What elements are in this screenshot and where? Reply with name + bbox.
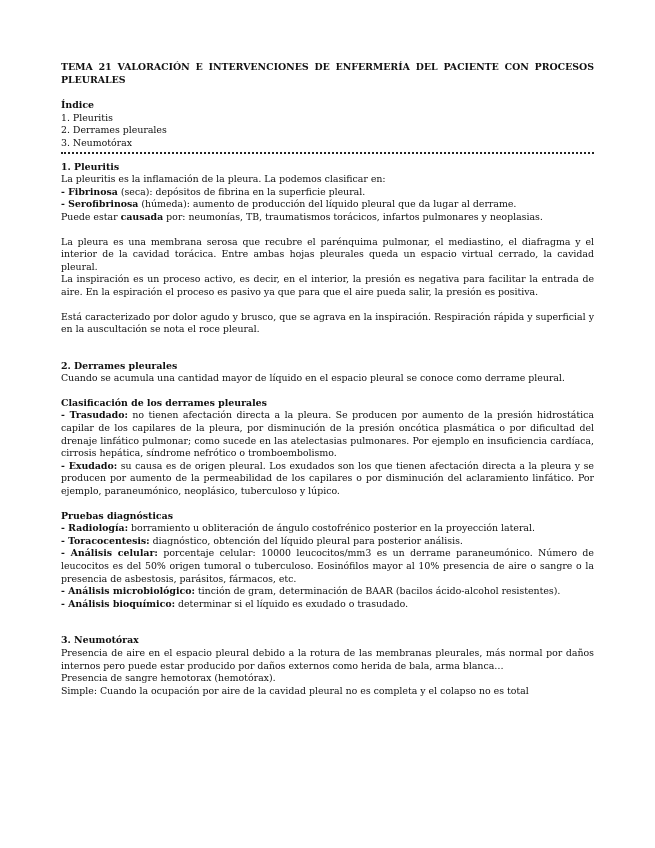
- section-heading-pleuritis: 1. Pleuritis: [61, 161, 120, 173]
- term: - Análisis bioquímico:: [61, 598, 176, 610]
- index-item: 3. Neumotórax: [61, 137, 133, 149]
- term-text: (seca): depósitos de fibrina en la superficie pleural.: [117, 186, 366, 198]
- term: - Radiología:: [61, 523, 129, 535]
- paragraph: La inspiración es un proceso activo, es decir, en el interior, la presión es negativa para facilitar la entrada de aire. En la espiración el proceso es pasivo ya que para que el aire pueda salir, la presión es positiva.: [61, 274, 594, 298]
- paragraph: Está caracterizado por dolor agudo y brusco, que se agrava en la inspiración. Respiración rápida y superficial y en la auscultación se nota el roce pleural.: [61, 311, 594, 336]
- index-heading: Índice: [61, 100, 94, 112]
- list-item: [61, 410, 594, 460]
- subheading-pruebas: Pruebas diagnósticas: [61, 510, 173, 522]
- list-item: [61, 599, 594, 612]
- index-item: 2. Derrames pleurales: [61, 125, 167, 137]
- term: - Serofibrinosa: [61, 199, 139, 211]
- term: - Exudado:: [61, 460, 118, 472]
- term: - Análisis celular:: [61, 548, 158, 560]
- list-item: [61, 548, 594, 586]
- term: - Análisis microbiológico:: [61, 586, 195, 598]
- list-item: [61, 461, 594, 499]
- list-item: [61, 199, 594, 212]
- paragraph: Simple: Cuando la ocupación por aire de la cavidad pleural no es completa y el colapso no es total: [61, 685, 529, 697]
- paragraph: Presencia de aire en el espacio pleural debido a la rotura de las membranas pleurales, más normal por daños internos pero puede estar producido por daños externos como herida de bala, arma blanca…: [61, 647, 594, 672]
- term-text: tinción de gram, determinación de BAAR (bacilos ácido-alcohol resistentes).: [194, 586, 561, 598]
- list-item: [61, 523, 594, 536]
- document-title: TEMA 21 VALORACIÓN E INTERVENCIONES DE ENFERMERÍA DEL PACIENTE CON PROCESOS PLEURALES: [61, 62, 594, 86]
- index-item: 1. Pleuritis: [61, 112, 113, 124]
- list-item: [61, 586, 594, 599]
- term-text: porcentaje celular: 10000 leucocitos/mm3 es un derrame paraneumónico. Número de leucocitos es del 50% origen tumoral o tuberculoso. Eosinófilos mayor al 10% presencia de aire o sangre o la presencia de asbestosis, parásitos, fármacos, etc.: [61, 548, 594, 585]
- term: causada: [120, 211, 164, 223]
- term-text: no tienen afectación directa a la pleura. Se producen por aumento de la presión hidrostática capilar de los capilares de la pleura, por disminución de la presión oncótica plasmática o por dificultad del drenaje linfático pulmonar; como sucede en las atelectasias pulmonares. Por ejemplo en insuficiencia cardíaca, cirrosis hepática, síndrome nefrótico o tromboembolismo.: [61, 410, 594, 460]
- subheading-clasificacion: Clasificación de los derrames pleurales: [61, 397, 267, 409]
- term-text: (húmeda): aumento de producción del líquido pleural que da lugar al derrame.: [138, 199, 517, 211]
- term-text: su causa es de origen pleural. Los exudados son los que tienen afectación directa a la pleura y se producen por aumento de la permeabilidad de los capilares o por disminución del aclaramiento linfático. Por ejemplo, paraneumónico, neoplásico, tuberculoso y lúpico.: [61, 460, 594, 498]
- term-text: determinar si el líquido es exudado o trasudado.: [175, 598, 409, 610]
- paragraph: Presencia de sangre hemotorax (hemotórax).: [61, 673, 276, 685]
- term-text: diagnóstico, obtención del líquido pleural para posterior análisis.: [149, 535, 463, 547]
- list-item: [61, 536, 594, 549]
- term: - Fibrinosa: [61, 186, 118, 198]
- paragraph: Cuando se acumula una cantidad mayor de líquido en el espacio pleural se conoce como derrame pleural.: [61, 373, 565, 385]
- term: - Toracocentesis:: [61, 535, 150, 547]
- term-text: por: neumonías, TB, traumatismos torácicos, infartos pulmonares y neoplasias.: [163, 211, 543, 223]
- dotted-divider: [61, 152, 594, 154]
- term: - Trasudado:: [61, 410, 128, 422]
- section-heading-derrames: 2. Derrames pleurales: [61, 360, 178, 372]
- section-heading-neumotorax: 3. Neumotórax: [61, 635, 139, 647]
- paragraph: [61, 212, 594, 225]
- term-text: borramiento u obliteración de ángulo costofrénico posterior en la proyección lateral.: [128, 523, 536, 535]
- text: Puede estar: [61, 211, 121, 223]
- paragraph: La pleura es una membrana serosa que recubre el parénquima pulmonar, el mediastino, el diafragma y el interior de la cavidad torácica. Entre ambas hojas pleurales queda un espacio virtual cerrado, la cavidad pleural.: [61, 236, 594, 273]
- paragraph: La pleuritis es la inflamación de la pleura. La podemos clasificar en:: [61, 174, 386, 186]
- document-body: [61, 62, 594, 698]
- list-item: [61, 187, 594, 200]
